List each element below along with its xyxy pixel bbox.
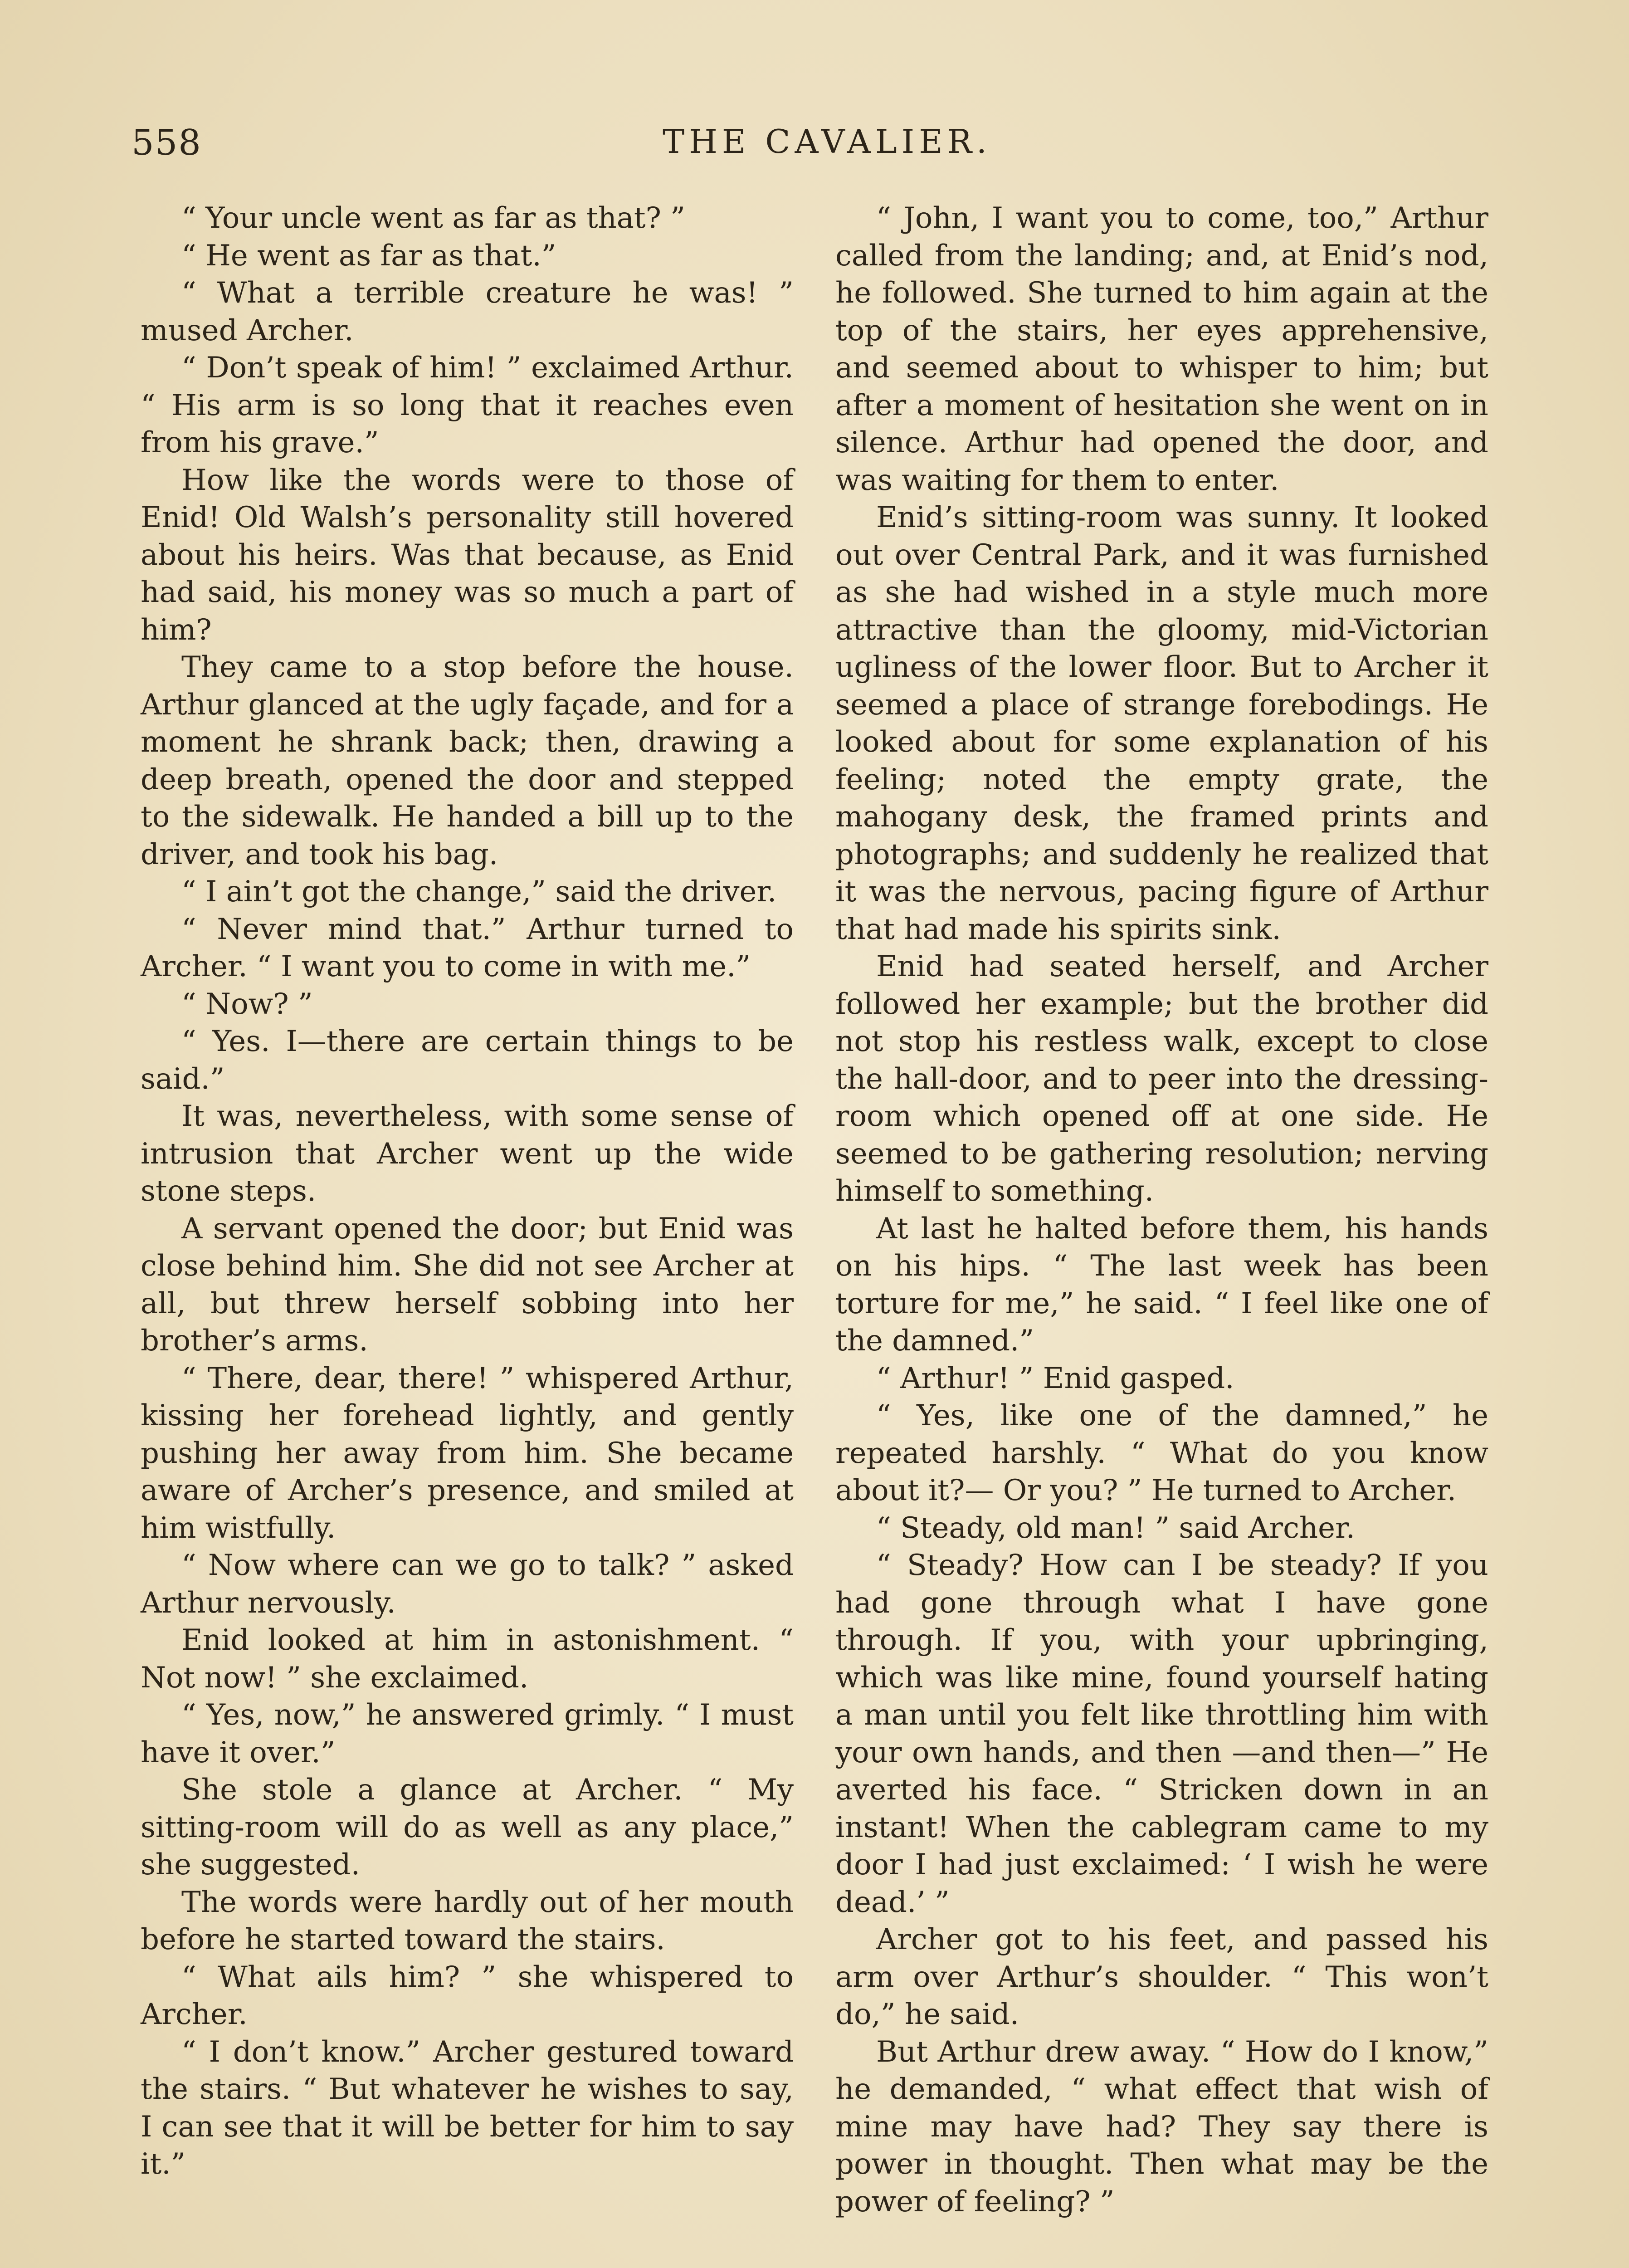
paragraph: Enid’s sitting-room was sunny. It looked out over Central Park, and it was furnished as she had wished in a style much more attractive than the gloomy, mid-Victorian ugliness of the lower floor. But to Archer it seemed a place of strange forebodings. He looked about for some explanation of his feeling; noted the empty grate, the mahogany desk, the framed prints and photographs; and suddenly he realized that it was the nervous, pacing figure of Arthur that had made his spirits sink. — [835, 501, 1488, 946]
paragraph: “ Yes, like one of the damned,” he repeated harshly. “ What do you know about it?— Or you? ” He turned to Archer. — [835, 1399, 1488, 1507]
paragraph: “ Steady, old man! ” said Archer. — [876, 1511, 1355, 1545]
paragraph: “ Now? ” — [181, 987, 313, 1021]
paragraph: Archer got to his feet, and passed his arm over Arthur’s shoulder. “ This won’t do,” he said. — [835, 1923, 1488, 2031]
paragraph: “ Never mind that.” Arthur turned to Archer. “ I want you to come in with me.” — [141, 912, 794, 983]
paragraph: “ Don’t speak of him! ” exclaimed Arthur. “ His arm is so long that it reaches even from his grave.” — [141, 351, 794, 459]
paragraph: “ Now where can we go to talk? ” asked Arthur nervously. — [141, 1549, 794, 1620]
paragraph: “ There, dear, there! ” whispered Arthur, kissing her forehead lightly, and gently pushing her away from him. She became aware of Archer’s presence, and smiled at him wistfully. — [141, 1361, 794, 1545]
paragraph: “ I ain’t got the change,” said the driver. — [181, 875, 777, 909]
paragraph: “ What ails him? ” she whispered to Archer. — [141, 1960, 794, 2031]
paragraph: “ Yes, now,” he answered grimly. “ I must have it over.” — [141, 1698, 794, 1769]
paragraph: The words were hardly out of her mouth before he started toward the stairs. — [141, 1885, 794, 1956]
paragraph: Enid looked at him in astonishment. “ Not now! ” she exclaimed. — [141, 1623, 794, 1695]
paragraph: But Arthur drew away. “ How do I know,” he demanded, “ what effect that wish of mine may have had? They say there is power in thought. Then what may be the power of feeling? ” — [835, 2035, 1488, 2219]
paragraph: They came to a stop before the house. Arthur glanced at the ugly façade, and for a moment he shrank back; then, drawing a deep breath, opened the door and stepped to the sidewalk. He handed a bill up to the driver, and took his bag. — [141, 650, 794, 871]
paragraph: “ He went as far as that.” — [181, 239, 556, 273]
right-column — [835, 200, 1488, 2220]
paragraph: At last he halted before them, his hands on his hips. “ The last week has been torture for me,” he said. “ I feel like one of the damned.” — [835, 1212, 1488, 1358]
page-header — [132, 122, 1522, 177]
paragraph: “ Arthur! ” Enid gasped. — [876, 1361, 1234, 1395]
paragraph: Enid had seated herself, and Archer followed her example; but the brother did not stop his restless walk, except to close the hall-door, and to peer into the dressing-room which opened off at one side. He seemed to be gathering resolution; nerving himself to something. — [835, 950, 1488, 1208]
paragraph: “ I don’t know.” Archer gestured toward the stairs. “ But whatever he wishes to say, I can see that it will be better for him to say it.” — [141, 2035, 794, 2181]
paragraph: It was, nevertheless, with some sense of intrusion that Archer went up the wide stone steps. — [141, 1100, 794, 1208]
left-column — [141, 200, 794, 2183]
paragraph: A servant opened the door; but Enid was close behind him. She did not see Archer at all, but threw herself sobbing into her brother’s arms. — [141, 1212, 794, 1358]
paragraph: “ Yes. I—there are certain things to be said.” — [141, 1025, 794, 1096]
paragraph: “ John, I want you to come, too,” Arthur called from the landing; and, at Enid’s nod, he followed. She turned to him again at the top of the stairs, her eyes apprehensive, and seemed about to whisper to him; but after a moment of hesitation she went on in silence. Arthur had opened the door, and was waiting for them to enter. — [835, 201, 1488, 497]
paragraph: “ What a terrible creature he was! ” mused Archer. — [141, 276, 794, 347]
paragraph: “ Steady? How can I be steady? If you had gone through what I have gone through. If you, with your upbringing, which was like mine, found yourself hating a man until you felt like throttling him with your own hands, and then —and then—” He averted his face. “ Stricken down in an instant! When the cablegram came to my door I had just exclaimed: ‘ I wish he were dead.’ ” — [835, 1549, 1488, 1919]
running-head: THE CAVALIER. — [663, 122, 991, 161]
page-number: 558 — [132, 122, 202, 163]
paragraph: How like the words were to those of Enid! Old Walsh’s personality still hovered about his heirs. Was that because, as Enid had said, his money was so much a part of him? — [141, 463, 794, 647]
paragraph: “ Your uncle went as far as that? ” — [181, 201, 685, 235]
paragraph: She stole a glance at Archer. “ My sitting-room will do as well as any place,” she suggested. — [141, 1773, 794, 1882]
